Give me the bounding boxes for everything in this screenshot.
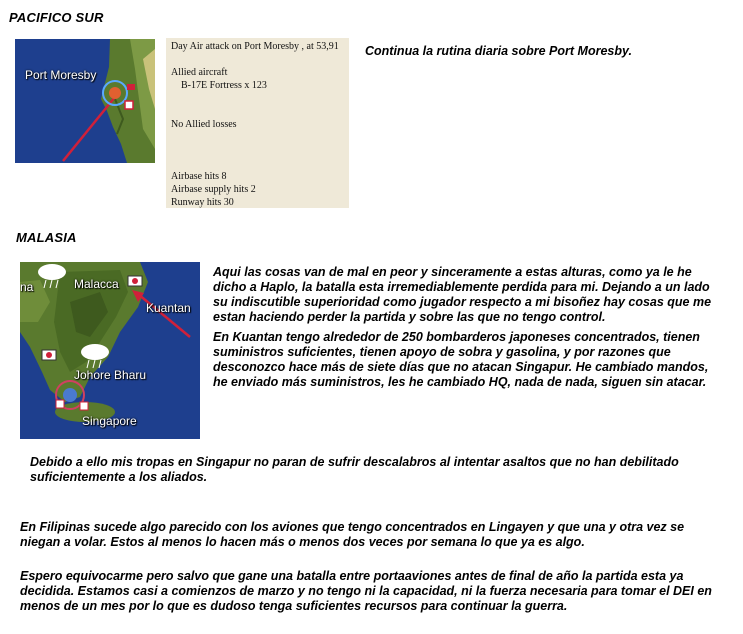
- pacifico-comment: Continua la rutina diaria sobre Port Moresby.: [365, 44, 632, 58]
- section-heading-pacifico: PACIFICO SUR: [9, 10, 104, 25]
- malaya-map: [20, 262, 200, 439]
- map-label-kuantan: Kuantan: [146, 301, 191, 315]
- map-label-malacca: Malacca: [74, 277, 119, 291]
- map-label-port-moresby: Port Moresby: [25, 68, 97, 82]
- map-label-singapore: Singapore: [82, 414, 137, 428]
- map-label-edge: na: [20, 280, 34, 294]
- report-line: Day Air attack on Port Moresby , at 53,91: [171, 41, 339, 52]
- malasia-paragraph-2: En Kuantan tengo alrededor de 250 bombarderos japoneses concentrados, tienen suministros suficientes, tienen apoyo de sobra y gasolina, y por razones que desconozco hace más de siete días que no atacan Singapur. He cambiado mandos, he enviado más suministros, les he cambiado HQ, nada de nada, siguen sin atacar.: [213, 330, 709, 389]
- report-line: Runway hits 30: [171, 197, 234, 208]
- report-line: No Allied losses: [171, 119, 237, 130]
- malasia-paragraph-1: Aqui las cosas van de mal en peor y sinceramente a estas alturas, como ya le he dicho a Haplo, la batalla esta irremediablemente perdida para mi. Dejando a un lado su indiscutible superioridad como jugador respecto a mi bisoñez hay cosas que me estan haciendo perder la partida y sobre las que no tengo control.: [213, 265, 712, 324]
- port-moresby-map: [15, 39, 155, 163]
- report-line: B-17E Fortress x 123: [181, 80, 267, 91]
- malasia-paragraph-3: Debido a ello mis tropas en Singapur no paran de sufrir descalabros al intentar asaltos que no han debilitado suficientemente a los aliados.: [30, 455, 679, 484]
- combat-report: [166, 38, 349, 208]
- report-line: Allied aircraft: [171, 67, 228, 78]
- filipinas-paragraph-1: En Filipinas sucede algo parecido con los aviones que tengo concentrados en Lingayen y que una y otra vez se niegan a volar. Estos al menos lo hacen más o menos dos veces por semana lo que ya es algo.: [20, 520, 685, 549]
- map-label-johore-bharu: Johore Bharu: [74, 368, 147, 382]
- section-heading-malasia: MALASIA: [16, 230, 77, 245]
- report-line: Airbase supply hits 2: [171, 184, 256, 195]
- report-line: Airbase hits 8: [171, 171, 227, 182]
- filipinas-paragraph-2: Espero equivocarme pero salvo que gane una batalla entre portaaviones antes de final de año la partida esta ya decidida. Estamos casi a comienzos de marzo y no tengo ni la capacidad, ni la fuerza necesaria para tomar el DEI en menos de un mes por lo que es dudoso tenga suficientes recursos para continuar la guerra.: [20, 569, 712, 613]
